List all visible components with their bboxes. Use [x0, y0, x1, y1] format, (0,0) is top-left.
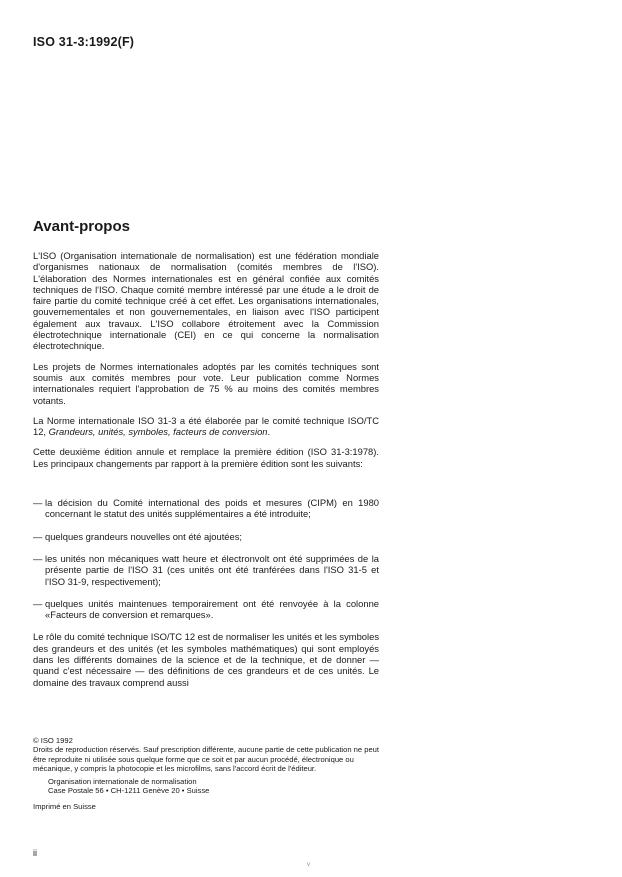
paragraph-iso-intro: L'ISO (Organisation internationale de normalisation) est une fédération mondiale d'organismes nationaux de normalisation (comités membres de l'ISO). L'élaboration des Normes internationales est en général confiée aux comités techniques de l'ISO. Chaque comité membre intéressé par une étude a le droit de faire partie du comité technique créé à cet effet. Les organisations internationales, gouvernementales et non gouvernementales, en liaison avec l'ISO participent également aux travaux. L'ISO collabore étroitement avec la Commission électrotechnique internationale (CEI) en ce qui concerne la normalisation électrotechnique.	[33, 250, 379, 352]
section-title: Avant-propos	[33, 218, 130, 235]
paragraph-voting: Les projets de Normes internationales adoptés par les comités techniques sont soumis aux comités membres pour vote. Leur publication comme Normes internationales requiert l'approbation de 75 % au moins des comités membres votants.	[33, 360, 379, 406]
list-item	[33, 531, 379, 542]
paragraph-iso-31-3	[33, 415, 379, 438]
paragraph-edition: Cette deuxième édition annule et remplace la première édition (ISO 31-3:1978). Les principaux changements par rapport à la première édition sont les suivants:	[33, 446, 379, 469]
foreword-body	[33, 250, 379, 697]
paragraph-tc12-role: Le rôle du comité technique ISO/TC 12 est de normaliser les unités et les symboles des grandeurs et des unités (et les symboles mathématiques) qui sont employés dans les différents domaines de la science et de la technique, et de donner — quand c'est nécessaire — des définitions de ces grandeurs et de ces unités. Le domaine des travaux comprend aussi	[33, 631, 380, 688]
committee-title: Grandeurs, unités, symboles, facteurs de conversion	[48, 426, 268, 438]
list-dash: —	[33, 497, 43, 509]
iso-31-3-text: La Norme internationale ISO 31-3 a été élaborée par le comité technique ISO/TC 12,	[33, 414, 379, 438]
list-dash: —	[33, 552, 43, 564]
publisher-name: Organisation internationale de normalisation	[48, 777, 197, 787]
publisher-address: Case Postale 56 • CH-1211 Genève 20 • Suisse	[48, 786, 210, 796]
page-number: ii	[33, 848, 37, 858]
list-dash: —	[33, 597, 43, 609]
list-item-text: les unités non mécaniques watt heure et électronvolt ont été supprimées de la présente partie de l'ISO 31 (ces unités ont été tranférées dans l'ISO 31-5 et l'ISO 31-9, respectivement);	[45, 552, 379, 587]
list-item-text: quelques unités maintenues temporairement ont été renvoyée à la colonne «Facteurs de conversion et remarques».	[45, 597, 379, 621]
rights-notice: Droits de reproduction réservés. Sauf prescription différente, aucune partie de cette publication ne peut être reproduite ni utilisée sous quelque forme que ce soit et par aucun procédé, électronique ou mécanique, y compris la photocopie et les microfilms, sans l'accord écrit de l'éditeur.	[33, 745, 380, 773]
page-mark: v	[307, 862, 310, 868]
printed-in: Imprimé en Suisse	[33, 801, 96, 811]
copyright-line: © ISO 1992	[33, 736, 73, 745]
list-item	[33, 553, 379, 587]
list-dash: —	[33, 530, 43, 542]
list-item	[33, 598, 379, 621]
list-item-text: la décision du Comité international des poids et mesures (CIPM) en 1980 concernant le statut des unités supplémentaires a été introduite;	[45, 497, 379, 520]
copyright-block	[33, 736, 379, 811]
document-code: ISO 31-3:1992(F)	[33, 35, 135, 49]
list-item-text: quelques grandeurs nouvelles ont été ajoutées;	[45, 530, 243, 542]
iso-31-3-end: .	[267, 426, 271, 438]
list-item	[33, 497, 379, 520]
